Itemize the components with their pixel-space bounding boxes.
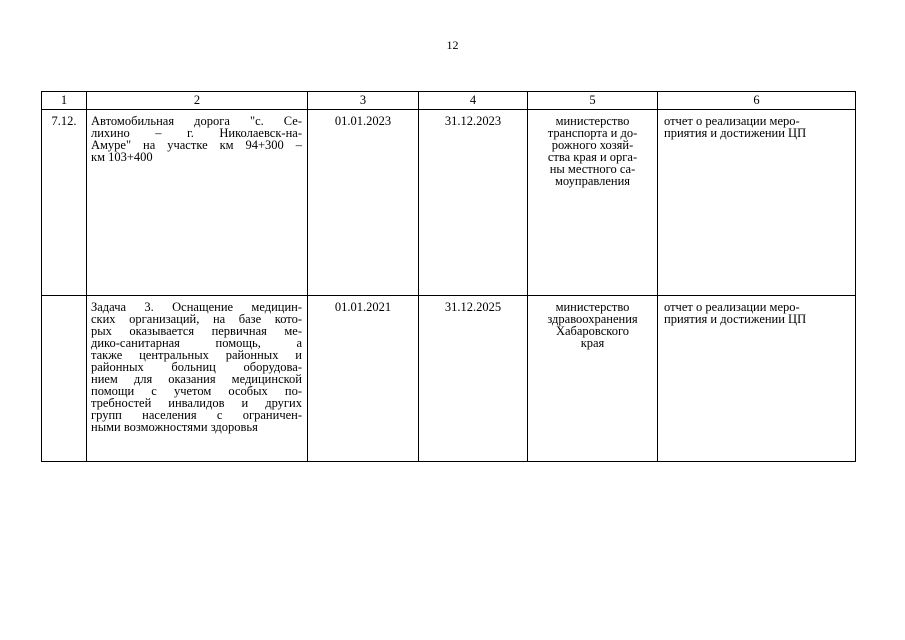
executor-line: моуправления [554,174,631,188]
executor-line: транспорта и до- [547,126,638,140]
description-line: нием для оказания медицинской [91,372,302,386]
start-date: 01.01.2023 [308,110,419,296]
result-line: отчет о реализации меро- [664,114,800,128]
header-cell: 2 [87,92,308,110]
executor-line: здравоохранения [547,312,638,326]
table-row [42,110,856,296]
table-row [42,296,856,462]
table-header-row [42,92,856,110]
description-line: помощи с учетом особых по- [91,384,302,398]
executor-line: ны местного са- [549,162,636,176]
header-cell: 6 [658,92,856,110]
description-line: требностей инвалидов и других [91,396,302,410]
description-line: Задача 3. Оснащение медицин- [91,300,302,314]
end-date: 31.12.2023 [419,110,528,296]
result-line: приятия и достижении ЦП [664,126,807,140]
executor-line: ства края и орга- [547,150,638,164]
executor [528,110,658,296]
executor-line: Хабаровского [555,324,630,338]
header-cell: 5 [528,92,658,110]
executor-line: министерство [555,114,630,128]
description-line: ными возможностями здоровья [91,420,258,434]
description-line: дико-санитарная помощь, а [91,336,302,350]
executor-line: министерство [555,300,630,314]
description-line: Автомобильная дорога "с. Се- [91,114,302,128]
measure-description [87,110,308,296]
description-line: Амуре" на участке км 94+300 – [91,138,302,152]
description-line: районных больниц оборудова- [91,360,302,374]
header-cell: 1 [42,92,87,110]
start-date: 01.01.2021 [308,296,419,462]
page-number: 12 [446,38,459,52]
header-cell: 3 [308,92,419,110]
result-line: приятия и достижении ЦП [664,312,807,326]
description-line: рых оказывается первичная ме- [91,324,302,338]
row-number: 7.12. [42,110,87,296]
description-line: также центральных районных и [91,348,302,362]
description-line: групп населения с ограничен- [91,408,302,422]
expected-result [658,110,856,296]
description-line: ских организаций, на базе кото- [91,312,302,326]
end-date: 31.12.2025 [419,296,528,462]
measures-table [41,91,856,462]
executor [528,296,658,462]
description-line: км 103+400 [91,150,153,164]
executor-line: края [580,336,605,350]
row-number [42,296,87,462]
result-line: отчет о реализации меро- [664,300,800,314]
expected-result [658,296,856,462]
header-cell: 4 [419,92,528,110]
description-line: лихино – г. Николаевск-на- [91,126,302,140]
executor-line: рожного хозяй- [551,138,634,152]
measure-description [87,296,308,462]
